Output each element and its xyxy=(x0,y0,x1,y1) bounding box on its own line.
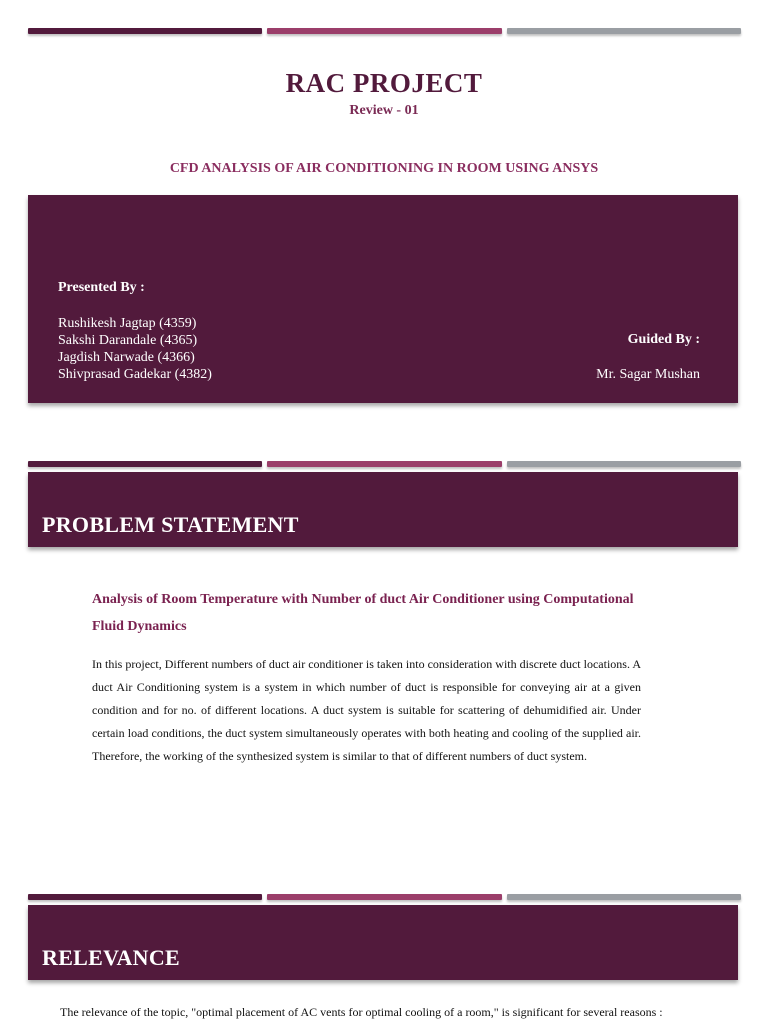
page-title: RAC PROJECT xyxy=(285,68,483,98)
team-panel xyxy=(28,195,738,403)
section-divider-stripe xyxy=(28,461,741,469)
presented-by-label: Presented By : xyxy=(58,280,145,295)
stripe-segment-gray xyxy=(507,894,741,900)
problem-statement-header xyxy=(28,472,738,547)
problem-body: In this project, Different numbers of duct air conditioner is taken into consideration with discrete duct locations. A duct Air Conditioning system is a system in which number of duct is responsible for conveying air at a given condition and for no. of different locations. A duct system is suitable for scattering of dehumidified air. Under certain load conditions, the duct system simultaneously operates with both heating and cooling of the supplied air. Therefore, the working of the synthesized system is similar to that of different numbers of duct system. xyxy=(92,657,641,763)
guided-by-label: Guided By : xyxy=(627,332,700,347)
section-divider-stripe xyxy=(28,894,741,902)
member-item: Shivprasad Gadekar (4382) xyxy=(58,367,212,382)
project-topic: CFD ANALYSIS OF AIR CONDITIONING IN ROOM USING ANSYS xyxy=(169,161,599,176)
member-list xyxy=(58,315,212,383)
stripe-segment-gray xyxy=(507,461,741,467)
stripe-segment-gray xyxy=(507,28,741,34)
top-divider-stripe xyxy=(28,28,741,36)
stripe-segment-dark xyxy=(28,28,262,34)
stripe-segment-dark xyxy=(28,894,262,900)
stripe-segment-accent xyxy=(267,28,501,34)
stripe-segment-accent xyxy=(267,894,501,900)
stripe-segment-dark xyxy=(28,461,262,467)
relevance-header xyxy=(28,905,738,980)
member-item: Rushikesh Jagtap (4359) xyxy=(58,316,197,331)
relevance-body: The relevance of the topic, "optimal placement of AC vents for optimal cooling of a room," is significant for several reasons : xyxy=(60,1005,663,1019)
member-item: Sakshi Darandale (4365) xyxy=(58,333,198,348)
member-item: Jagdish Narwade (4366) xyxy=(58,350,195,365)
guide-name: Mr. Sagar Mushan xyxy=(596,367,700,382)
stripe-segment-accent xyxy=(267,461,501,467)
problem-subheading: Analysis of Room Temperature with Number of duct Air Conditioner using Computational Fluid Dynamics xyxy=(92,592,634,634)
relevance-heading: RELEVANCE xyxy=(42,945,180,970)
review-subtitle: Review - 01 xyxy=(349,103,419,118)
problem-statement-heading: PROBLEM STATEMENT xyxy=(42,512,299,537)
